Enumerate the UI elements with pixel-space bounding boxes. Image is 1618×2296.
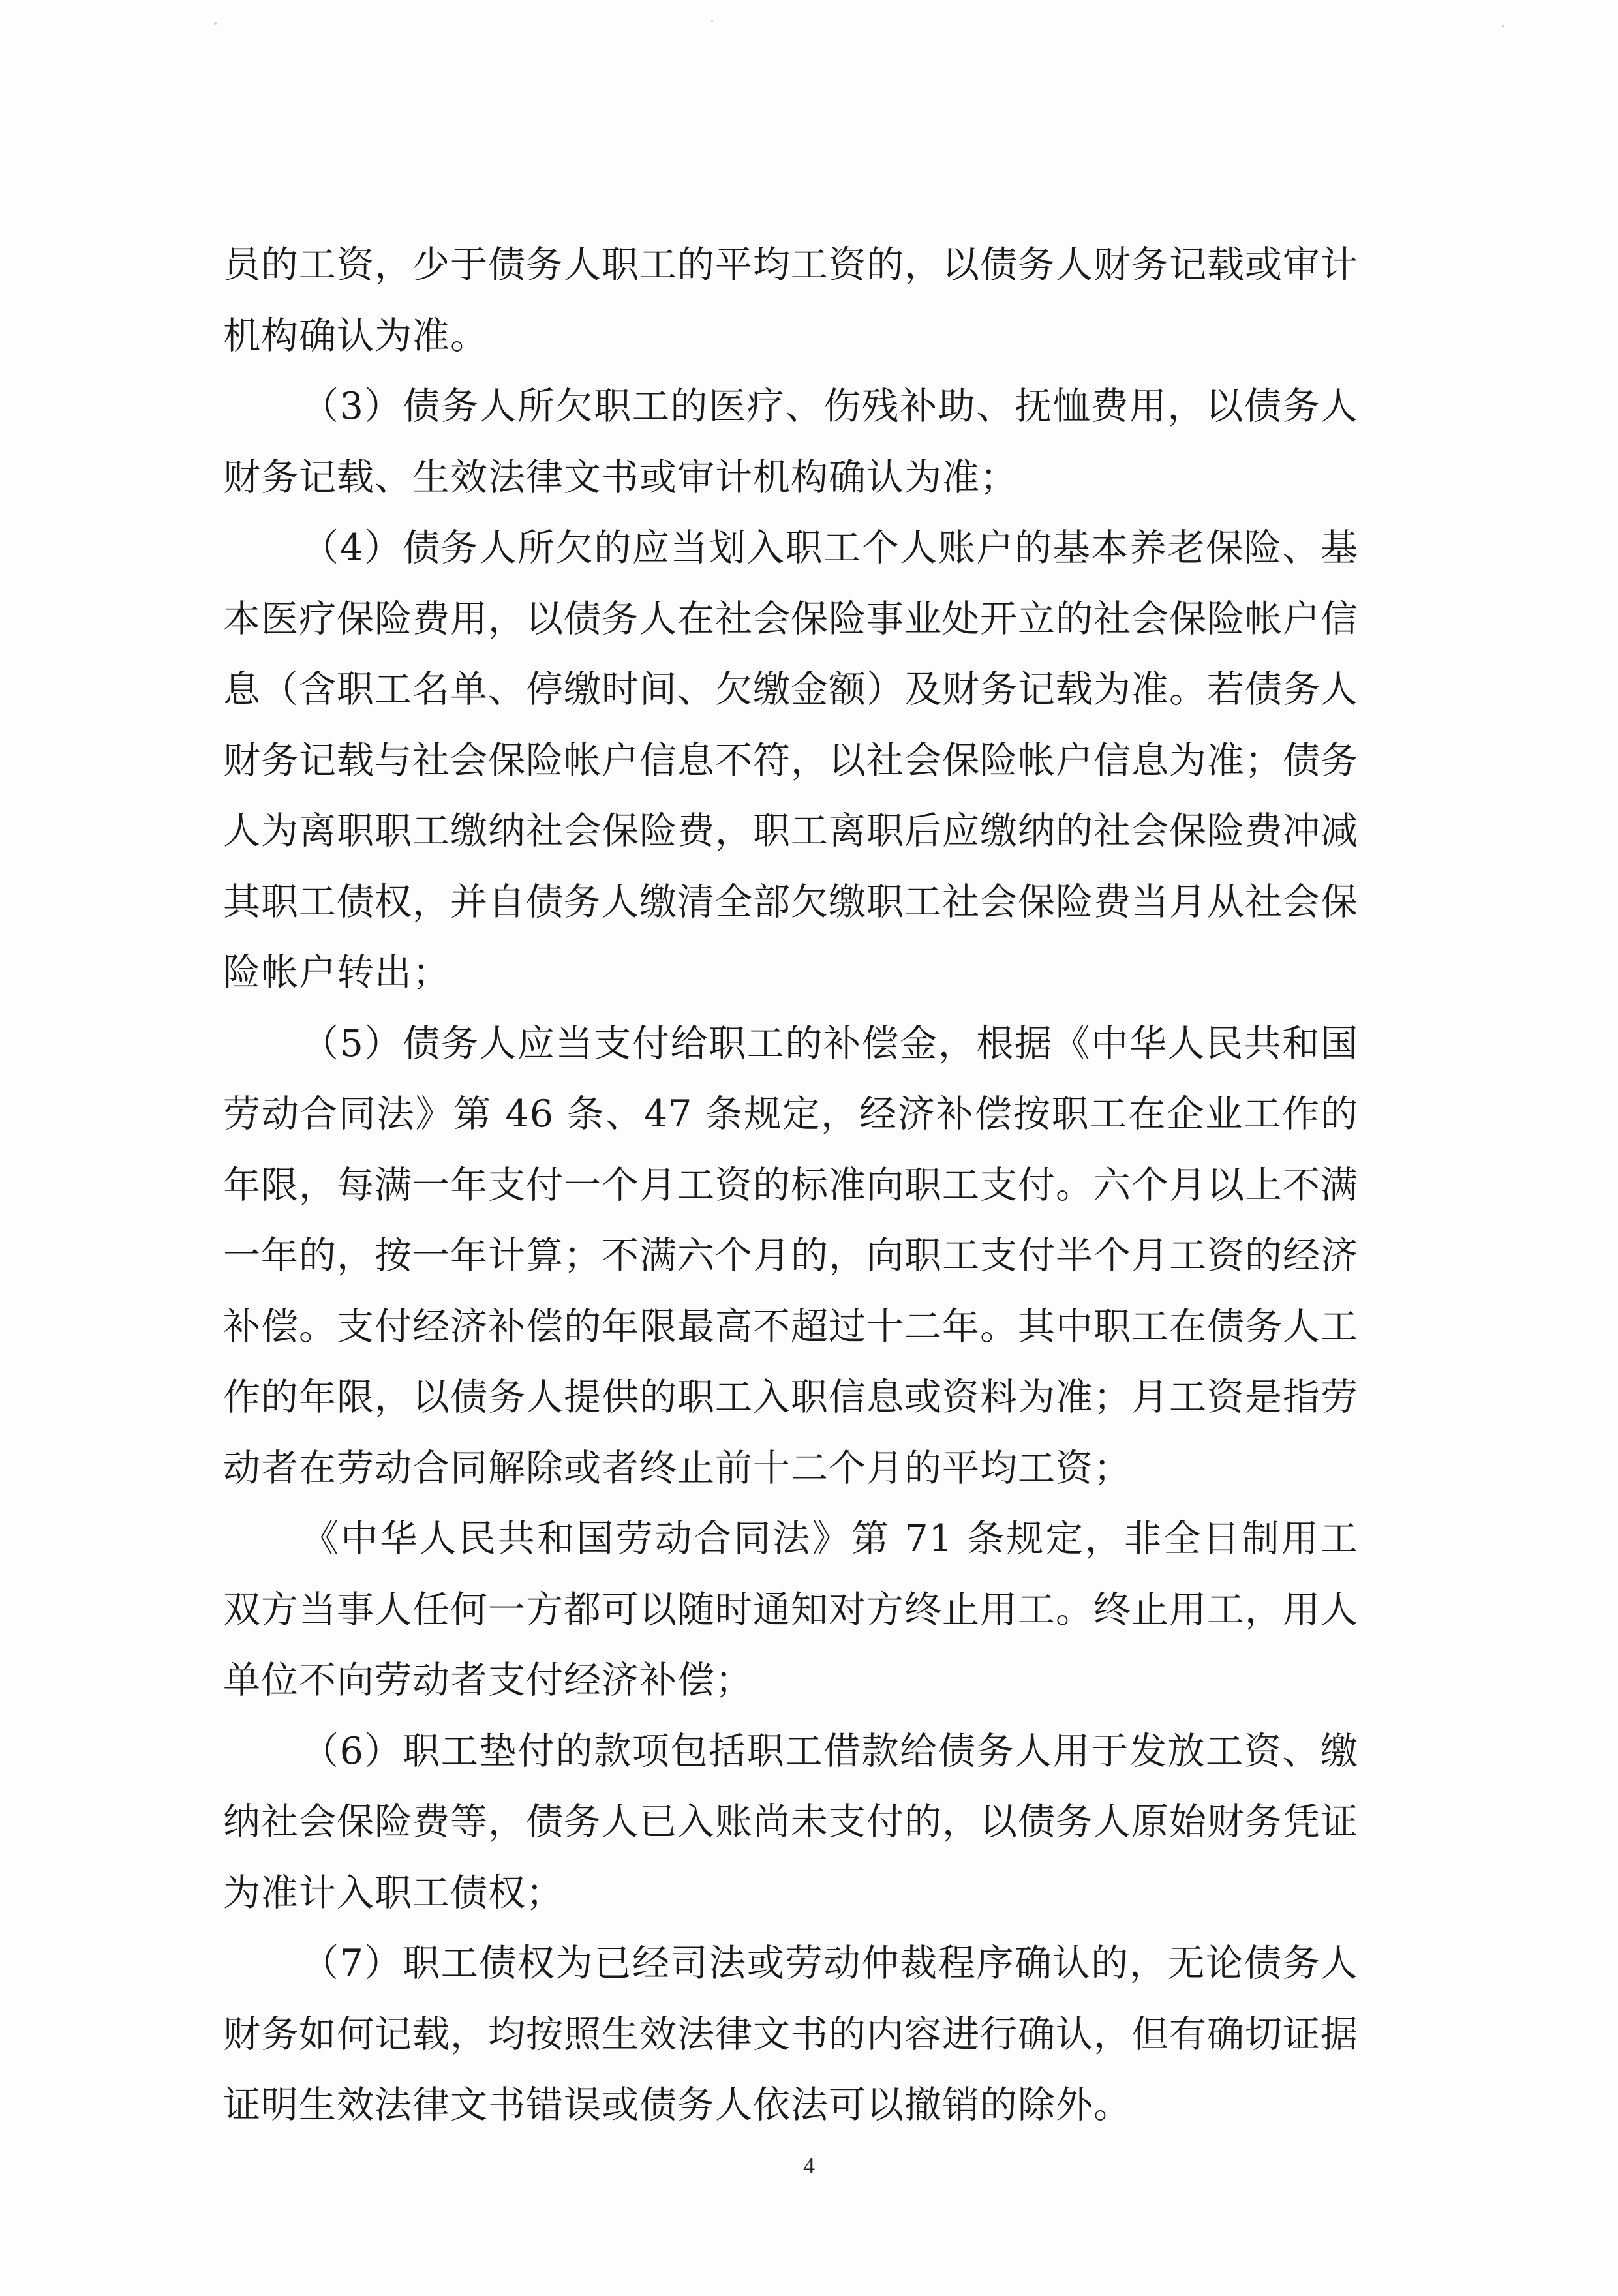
paragraph-continuation: 员的工资，少于债务人职工的平均工资的，以债务人财务记载或审计机构确认为准。 xyxy=(223,243,1358,357)
paragraph-item-3: （3）债务人所欠职工的医疗、伤残补助、抚恤费用，以债务人财务记载、生效法律文书或审计机构确认为准； xyxy=(223,385,1358,499)
document-body xyxy=(223,230,1358,2141)
paragraph-labor-law-71: 《中华人民共和国劳动合同法》第 71 条规定，非全日制用工双方当事人任何一方都可以随时通知对方终止用工。终止用工，用人单位不向劳动者支付经济补偿； xyxy=(223,1517,1358,1702)
scan-speck xyxy=(1502,25,1504,27)
paragraph-item-6: （6）职工垫付的款项包括职工借款给债务人用于发放工资、缴纳社会保险费等，债务人已入账尚未支付的，以债务人原始财务凭证为准计入职工债权； xyxy=(223,1729,1358,1914)
paragraph-item-7: （7）职工债权为已经司法或劳动仲裁程序确认的，无论债务人财务如何记载，均按照生效法律文书的内容进行确认，但有确切证据证明生效法律文书错误或债务人依法可以撤销的除外。 xyxy=(223,1942,1358,2126)
scan-speck xyxy=(214,22,217,25)
paragraph-item-4: （4）债务人所欠的应当划入职工个人账户的基本养老保险、基本医疗保险费用，以债务人在社会保险事业处开立的社会保险帐户信息（含职工名单、停缴时间、欠缴金额）及财务记载为准。若债务人财务记载与社会保险帐户信息不符，以社会保险帐户信息为准；债务人为离职职工缴纳社会保险费，职工离职后应缴纳的社会保险费冲减其职工债权，并自债务人缴清全部欠缴职工社会保险费当月从社会保险帐户转出； xyxy=(223,526,1358,994)
paragraph-item-5: （5）债务人应当支付给职工的补偿金，根据《中华人民共和国劳动合同法》第 46 条、47 条规定，经济补偿按职工在企业工作的年限，每满一年支付一个月工资的标准向职工支付。六个月以上不满一年的，按一年计算；不满六个月的，向职工支付半个月工资的经济补偿。支付经济补偿的年限最高不超过十二年。其中职工在债务人工作的年限，以债务人提供的职工入职信息或资料为准；月工资是指劳动者在劳动合同解除或者终止前十二个月的平均工资； xyxy=(223,1021,1358,1490)
scan-speck xyxy=(711,20,713,22)
page-number: 4 xyxy=(803,2152,815,2179)
